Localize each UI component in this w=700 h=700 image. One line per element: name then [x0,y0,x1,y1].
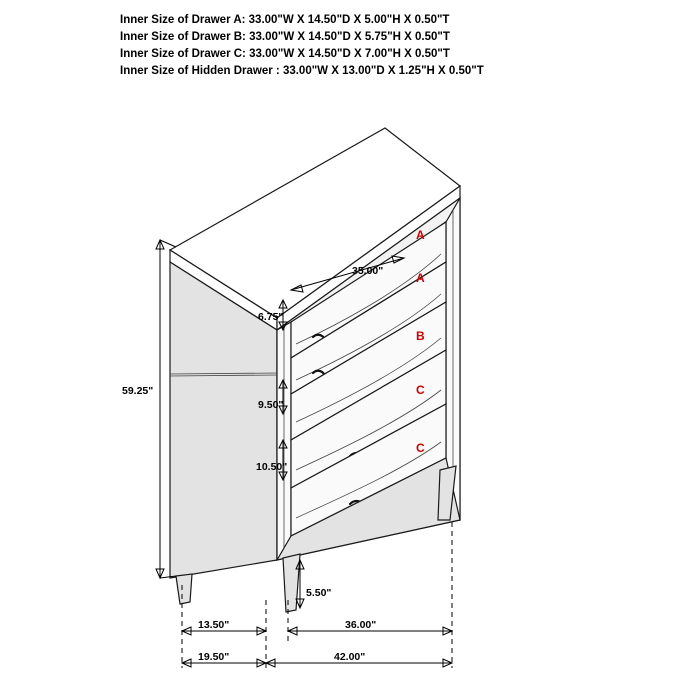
dim-base-width-label: 42.00" [334,651,366,663]
dim-base-depth-label: 19.50" [198,651,230,663]
dim-a-height-label: 6.75" [258,311,284,323]
spec-line-drawer-b: Inner Size of Drawer B: 33.00"W X 14.50"D X 5.75"H X 0.50"T [120,31,450,43]
drawer-label-c2: C [416,441,425,455]
dim-depth-top-label: 35.00" [352,265,384,277]
dim-c-height-label: 10.50" [256,461,288,473]
drawer-label-b: B [416,329,425,343]
dim-front-width-label: 36.00" [345,619,377,631]
spec-line-drawer-a: Inner Size of Drawer A: 33.00"W X 14.50"D X 5.00"H X 0.50"T [120,14,450,26]
spec-line-drawer-c: Inner Size of Drawer C: 33.00"W X 14.50"D X 7.00"H X 0.50"T [120,48,450,60]
dim-leg-height-label: 5.50" [306,587,332,599]
dim-overall-height-label: 59.25" [122,385,154,397]
drawer-label-a1: A [416,228,425,242]
cabinet-body [170,128,460,612]
dim-side-depth-label: 13.50" [198,619,230,631]
spec-line-hidden-drawer: Inner Size of Hidden Drawer : 33.00"W X 13.00"D X 1.25"H X 0.50"T [120,65,484,77]
dim-b-height-label: 9.50" [258,399,284,411]
drawer-label-c1: C [416,383,425,397]
drawer-label-a2: A [416,271,425,285]
leg-back-left [176,574,192,604]
